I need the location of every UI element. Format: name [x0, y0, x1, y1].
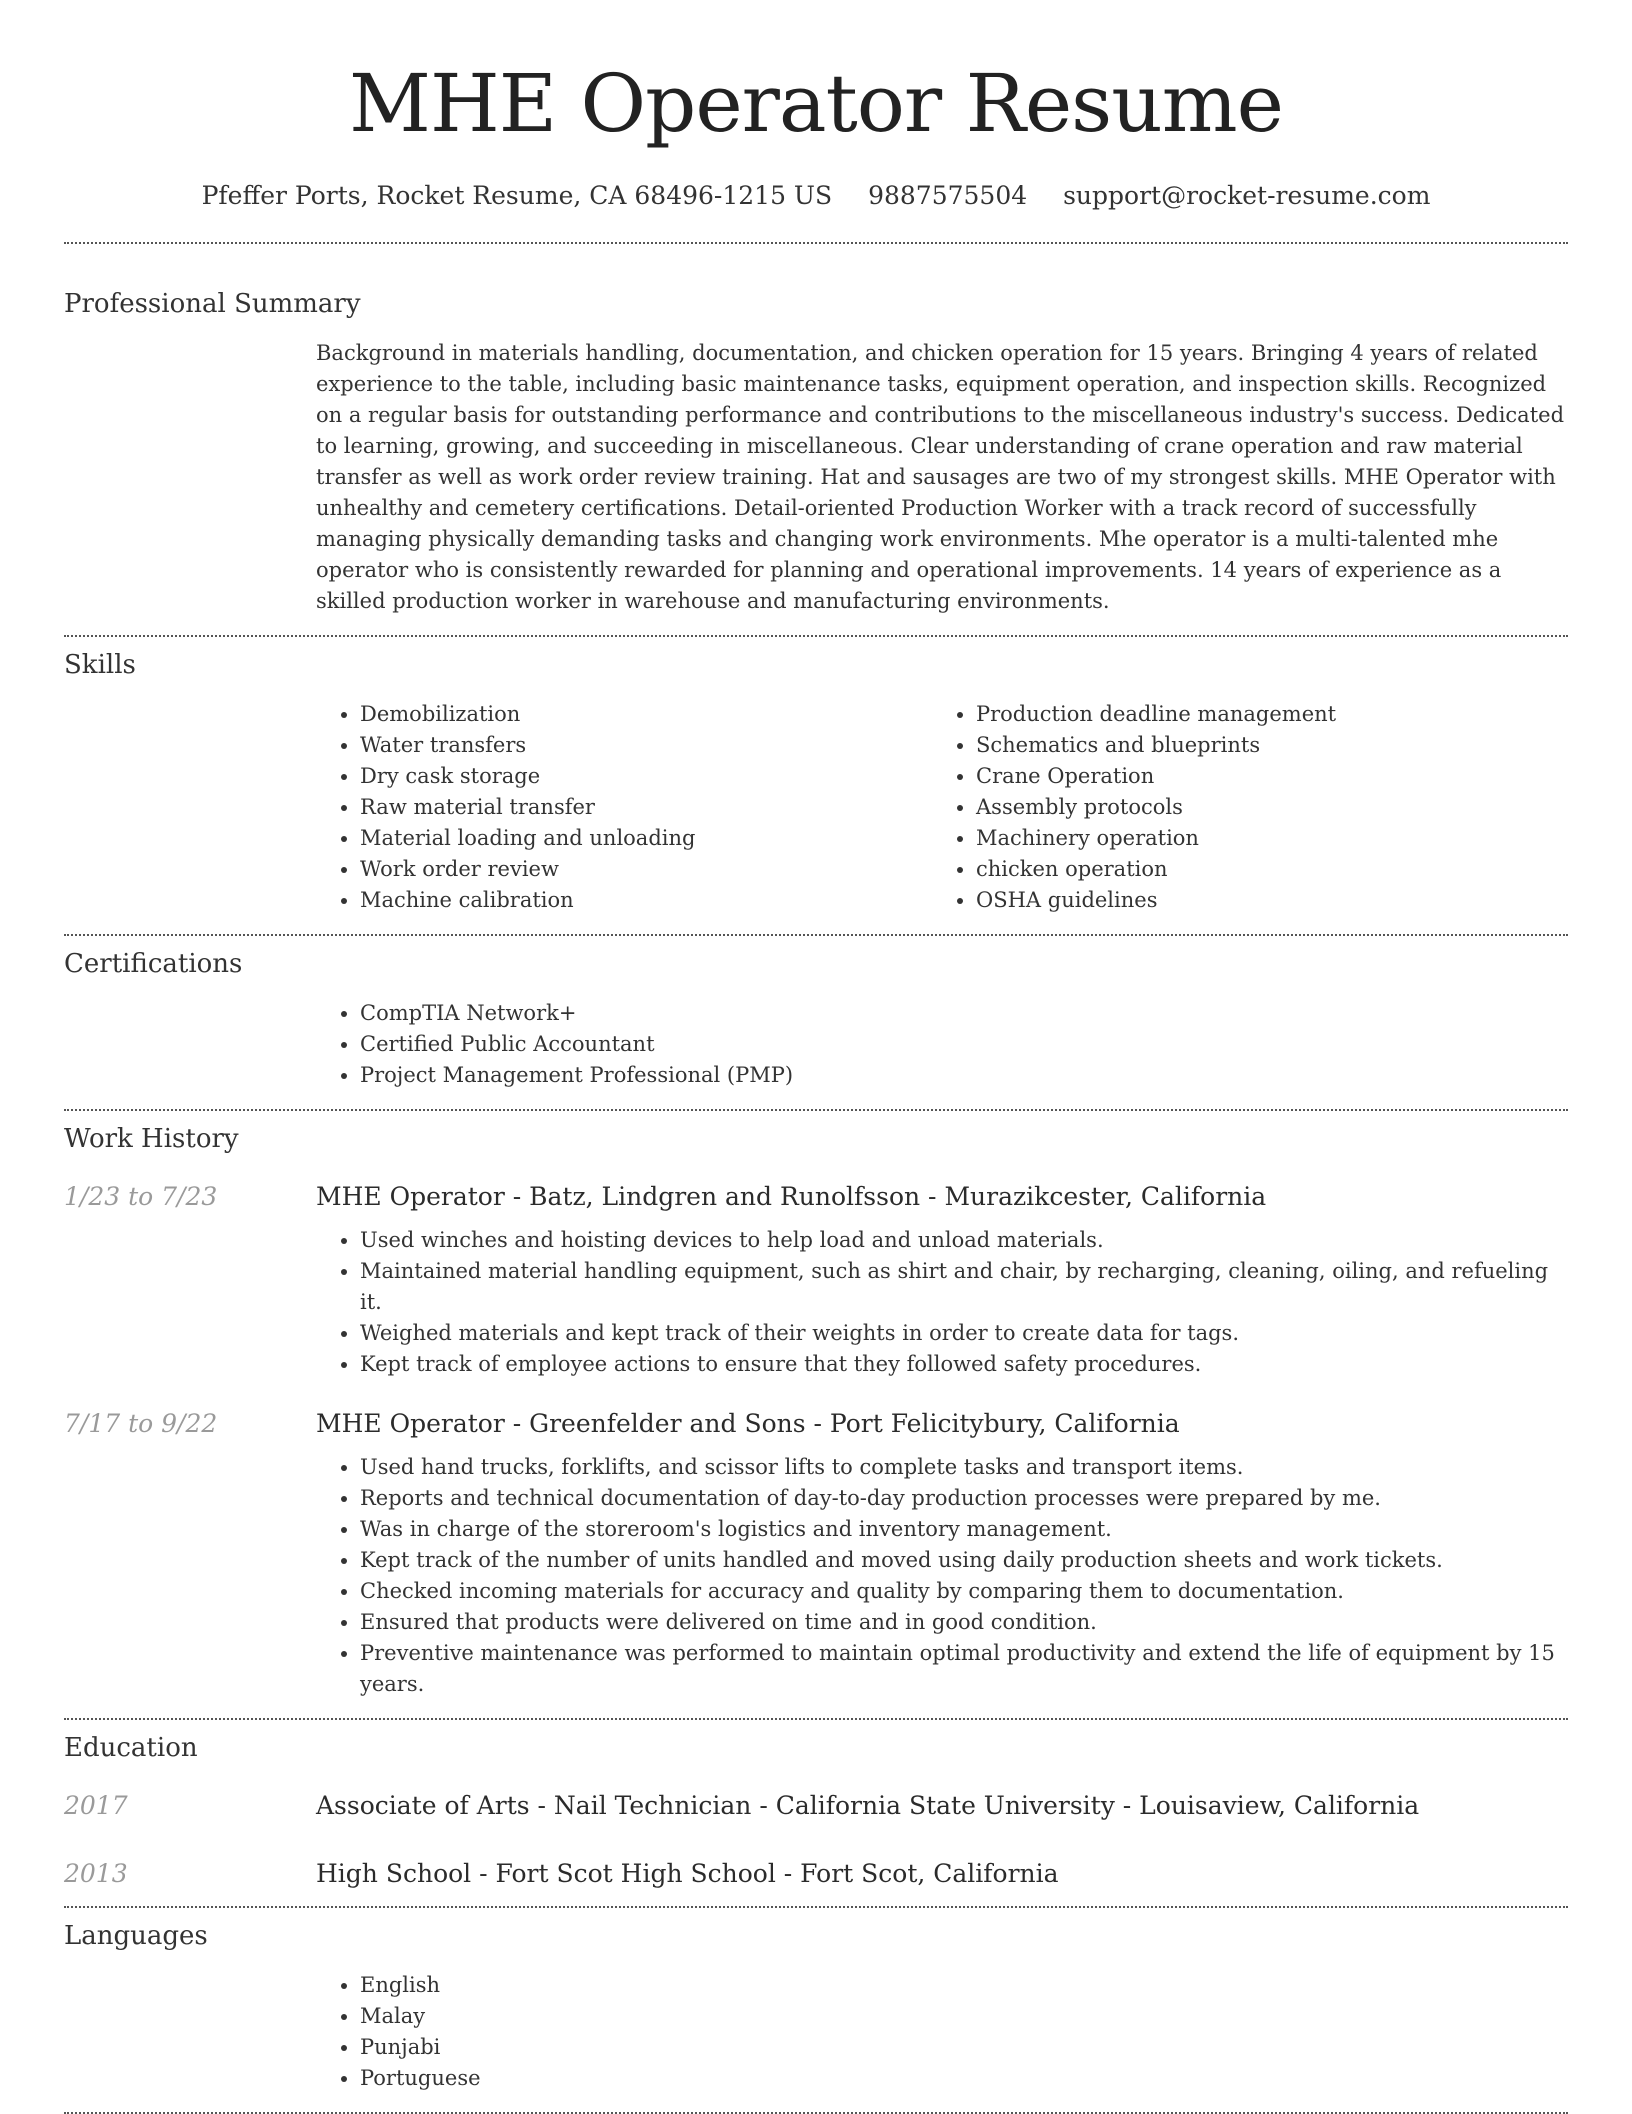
language-item: • Malay	[360, 2001, 1568, 2032]
education-heading: Education	[64, 1733, 198, 1763]
summary-section	[64, 286, 1568, 617]
skill-item: • Schematics and blueprints	[976, 730, 1548, 761]
education-title: High School - Fort Scot High School - Fort Scot, California	[316, 1859, 1059, 1888]
skill-item: • Machinery operation	[976, 823, 1548, 854]
divider	[64, 1109, 1568, 1111]
job-bullet: • Kept track of employee actions to ensure that they followed safety procedures.	[360, 1349, 1568, 1380]
skill-item: • Raw material transfer	[360, 792, 932, 823]
education-title: Associate of Arts - Nail Technician - California State University - Louisaview, California	[316, 1791, 1420, 1820]
resume-title: MHE Operator Resume	[349, 57, 1283, 150]
certification-item: • CompTIA Network+	[360, 998, 1568, 1029]
contact-email: support@rocket-resume.com	[1063, 181, 1431, 210]
job-bullet: • Was in charge of the storeroom's logistics and inventory management.	[360, 1514, 1568, 1545]
job-dates: 7/17 to 9/22	[64, 1409, 218, 1438]
certifications-heading: Certifications	[64, 949, 243, 979]
certification-item: • Project Management Professional (PMP)	[360, 1060, 1568, 1091]
skills-column-left	[316, 699, 932, 916]
job-entry	[64, 1179, 1568, 1380]
languages-heading: Languages	[64, 1921, 208, 1951]
contact-info	[64, 178, 1568, 214]
skill-item: • OSHA guidelines	[976, 885, 1548, 916]
divider	[64, 934, 1568, 936]
job-bullet: • Used winches and hoisting devices to help load and unload materials.	[360, 1225, 1568, 1256]
job-bullet: • Maintained material handling equipment, such as shirt and chair, by recharging, cleaning, oiling, and refueling it.	[360, 1256, 1568, 1318]
job-bullet: • Weighed materials and kept track of their weights in order to create data for tags.	[360, 1318, 1568, 1349]
skills-section	[64, 647, 1568, 916]
skill-item: • Crane Operation	[976, 761, 1548, 792]
language-item: • Portuguese	[360, 2063, 1568, 2094]
summary-heading: Professional Summary	[64, 289, 361, 319]
education-section	[64, 1730, 1568, 1892]
job-bullet: • Used hand trucks, forklifts, and scissor lifts to complete tasks and transport items.	[360, 1452, 1568, 1483]
summary-text: Background in materials handling, documentation, and chicken operation for 15 years. Bringing 4 years of related experience to the table, including basic maintenance tasks, equipment operation, and inspection skills. Recognized on a regular basis for outstanding performance and contributions to the miscellaneous industry's success. Dedicated to learning, growing, and succeeding in miscellaneous. Clear understanding of crane operation and raw material transfer as well as work order review training. Hat and sausages are two of my strongest skills. MHE Operator with unhealthy and cemetery certifications. Detail-oriented Production Worker with a track record of successfully managing physically demanding tasks and changing work environments. Mhe operator is a multi-talented mhe operator who is consistently rewarded for planning and operational improvements. 14 years of experience as a skilled production worker in warehouse and manufacturing environments.	[316, 341, 1565, 613]
skill-item: • Assembly protocols	[976, 792, 1548, 823]
job-entry	[64, 1406, 1568, 1700]
divider	[64, 635, 1568, 637]
job-title: MHE Operator - Batz, Lindgren and Runolfsson - Murazikcester, California	[316, 1182, 1267, 1211]
work-history-heading: Work History	[64, 1124, 239, 1154]
language-item: • English	[360, 1970, 1568, 2001]
language-item: • Punjabi	[360, 2032, 1568, 2063]
job-bullet: • Checked incoming materials for accuracy and quality by comparing them to documentation.	[360, 1576, 1568, 1607]
skill-item: • Production deadline management	[976, 699, 1548, 730]
languages-section	[64, 1918, 1568, 2094]
skill-item: • chicken operation	[976, 854, 1548, 885]
skill-item: • Dry cask storage	[360, 761, 932, 792]
education-entry	[64, 1788, 1568, 1824]
divider	[64, 242, 1568, 244]
work-history-section	[64, 1121, 1568, 1700]
skill-item: • Material loading and unloading	[360, 823, 932, 854]
skill-item: • Work order review	[360, 854, 932, 885]
certifications-section	[64, 946, 1568, 1091]
job-dates: 1/23 to 7/23	[64, 1182, 218, 1211]
certification-item: • Certified Public Accountant	[360, 1029, 1568, 1060]
education-year: 2017	[64, 1791, 128, 1820]
job-bullet: • Ensured that products were delivered on time and in good condition.	[360, 1607, 1568, 1638]
job-title: MHE Operator - Greenfelder and Sons - Port Felicitybury, California	[316, 1409, 1180, 1438]
job-bullet: • Kept track of the number of units handled and moved using daily production sheets and work tickets.	[360, 1545, 1568, 1576]
contact-address: Pfeffer Ports, Rocket Resume, CA 68496-1215 US	[201, 181, 833, 210]
skill-item: • Machine calibration	[360, 885, 932, 916]
skills-column-right	[932, 699, 1548, 916]
education-entry	[64, 1856, 1568, 1892]
skill-item: • Water transfers	[360, 730, 932, 761]
divider	[64, 1718, 1568, 1720]
job-bullet: • Preventive maintenance was performed to maintain optimal productivity and extend the life of equipment by 15 years.	[360, 1638, 1568, 1700]
contact-phone: 9887575504	[868, 181, 1028, 210]
skill-item: • Demobilization	[360, 699, 932, 730]
divider	[64, 1906, 1568, 1908]
education-year: 2013	[64, 1859, 128, 1888]
skills-heading: Skills	[64, 650, 136, 680]
job-bullet: • Reports and technical documentation of day-to-day production processes were prepared by me.	[360, 1483, 1568, 1514]
